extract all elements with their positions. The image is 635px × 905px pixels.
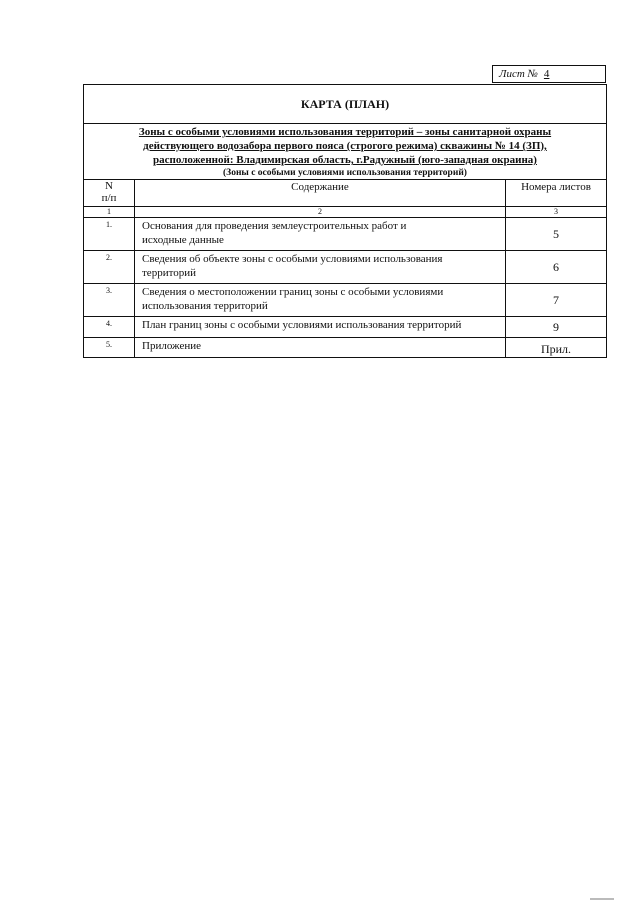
table-row <box>84 338 606 358</box>
table-header-row <box>84 180 606 207</box>
document-title: КАРТА (ПЛАН) <box>84 85 606 124</box>
table-row <box>84 218 606 251</box>
row-content: Приложение <box>135 338 506 358</box>
row-number: 1. <box>84 218 135 251</box>
row-content: Сведения о местоположении границ зоны с особыми условиями использования территорий <box>135 284 506 317</box>
row-sheet: 6 <box>506 251 607 284</box>
zone-subtitle: (Зоны с особыми условиями использования территорий) <box>223 168 467 178</box>
row-sheet: 7 <box>506 284 607 317</box>
table-row <box>84 317 606 338</box>
zone-line-2: действующего водозабора первого пояса (строгого режима) скважины № 14 (ЗП), <box>143 140 547 152</box>
table-index-row <box>84 207 606 218</box>
index-cell: 1 <box>84 207 135 218</box>
zone-line-1: Зоны с особыми условиями использования территорий – зоны санитарной охраны <box>138 126 552 138</box>
row-number: 5. <box>84 338 135 358</box>
table-row <box>84 284 606 317</box>
row-sheet: Прил. <box>506 338 607 358</box>
document-frame <box>83 84 607 358</box>
scan-artifact <box>590 898 614 900</box>
zone-line-3: расположенной: Владимирская область, г.Радужный (юго-западная окраина) <box>153 154 537 166</box>
row-number: 2. <box>84 251 135 284</box>
sheet-label: Лист № <box>499 68 538 80</box>
table-row <box>84 251 606 284</box>
sheet-number-box <box>492 65 606 83</box>
header-sheets: Номера листов <box>506 180 607 207</box>
contents-table <box>84 180 606 357</box>
row-number: 3. <box>84 284 135 317</box>
zone-description <box>84 124 606 180</box>
row-number: 4. <box>84 317 135 338</box>
header-number: N п/п <box>84 180 135 207</box>
index-cell: 2 <box>135 207 506 218</box>
row-content: Основания для проведения землеустроительных работ и исходные данные <box>135 218 506 251</box>
row-content: План границ зоны с особыми условиями использования территорий <box>135 317 506 338</box>
row-sheet: 5 <box>506 218 607 251</box>
sheet-number: 4 <box>543 68 550 80</box>
index-cell: 3 <box>506 207 607 218</box>
row-sheet: 9 <box>506 317 607 338</box>
row-content: Сведения об объекте зоны с особыми условиями использования территорий <box>135 251 506 284</box>
header-content: Содержание <box>135 180 506 207</box>
